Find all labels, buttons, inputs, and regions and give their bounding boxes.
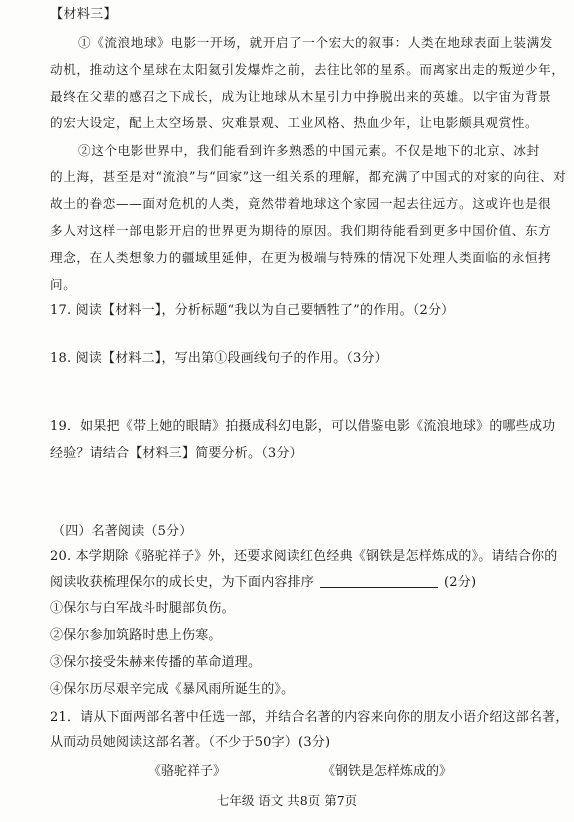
question-21-line1: 21．请从下面两部名著中任选一部，并结合名著的内容来向你的朋友小语介绍这部名著， <box>50 710 569 725</box>
option-3: ③保尔接受朱赫来传播的革命道理。 <box>50 655 262 670</box>
question-18: 18. 阅读【材料二】，写出第①段画线句子的作用。（3分） <box>50 351 388 366</box>
question-17: 17. 阅读【材料一】，分析标题“我以为自己要牺牲了”的作用。（2分） <box>50 303 455 318</box>
question-20-line1: 20. 本学期除《骆驼祥子》外，还要求阅读红色经典《钢铁是怎样炼成的》。请结合你的 <box>50 549 558 564</box>
section4-title: （四）名著阅读（5分） <box>52 524 193 539</box>
book-option-camel-xiangzi: 《骆驼祥子》 <box>148 764 227 779</box>
page-footer: 七年级 语文 共8页 第7页 <box>216 793 358 808</box>
material3-p2-line6: 问。 <box>50 277 77 292</box>
material3-p2-line2: 的上海，甚至是对“流浪”与“回家”这一组关系的理解，都充满了中国式的对家的向往、对 <box>50 169 567 184</box>
question-20-line2 <box>50 573 476 592</box>
question-20-prompt: 阅读收获梳理保尔的成长史，为下面内容排序 <box>50 575 315 590</box>
question-21-line2: 从而动员她阅读这部名著。（不少于50字）(3分) <box>50 735 331 750</box>
question-19-line2: 经验？请结合【材料三】简要分析。（3分） <box>50 446 303 461</box>
material3-p1-line4: 的宏大设定，配上太空场景、灾难景观、工业风格、热血少年，让电影颇具观赏性。 <box>50 115 539 130</box>
option-2: ②保尔参加筑路时患上伤寒。 <box>50 628 222 643</box>
material3-heading: 【材料三】 <box>50 7 117 22</box>
material3-p1-line2: 动机，推动这个星球在太阳氦引发爆炸之前，去往比邻的星系。而离家出走的叛逆少年， <box>50 62 565 77</box>
material3-p2-line3: 故土的眷恋——面对危机的人类，竟然带着地球这个家园一起去往远方。这或许也是很 <box>50 196 552 211</box>
question-20-score: (2分) <box>444 575 477 590</box>
book-option-steel: 《钢铁是怎样炼成的》 <box>322 764 453 779</box>
material3-p2-line4: 多人对这样一部电影开启的世界更为期待的原因。我们期待能看到更多中国价值、东方 <box>50 223 552 238</box>
question-19-line1: 19．如果把《带上她的眼睛》拍摄成科幻电影，可以借鉴电影《流浪地球》的哪些成功 <box>50 419 556 434</box>
material3-p1-line3: 最终在父辈的感召之下成长，成为让地球从木星引力中挣脱出来的英雄。以宇宙为背景 <box>50 89 552 104</box>
material3-p1-line1: ①《流浪地球》电影一开场，就开启了一个宏大的叙事：人类在地球表面上装满发 <box>78 35 553 50</box>
material3-p2-line1: ②这个电影世界中，我们能看到许多熟悉的中国元素。不仅是地下的北京、冰封 <box>78 143 540 158</box>
answer-blank[interactable] <box>320 573 438 588</box>
option-4: ④保尔历尽艰辛完成《暴风雨所诞生的》。 <box>50 682 295 697</box>
option-1: ①保尔与白军战斗时腿部负伤。 <box>50 601 235 616</box>
material3-p2-line5: 理念，在人类想象力的疆域里延伸，在更为极端与特殊的情况下处理人类面临的永恒拷 <box>50 250 552 265</box>
